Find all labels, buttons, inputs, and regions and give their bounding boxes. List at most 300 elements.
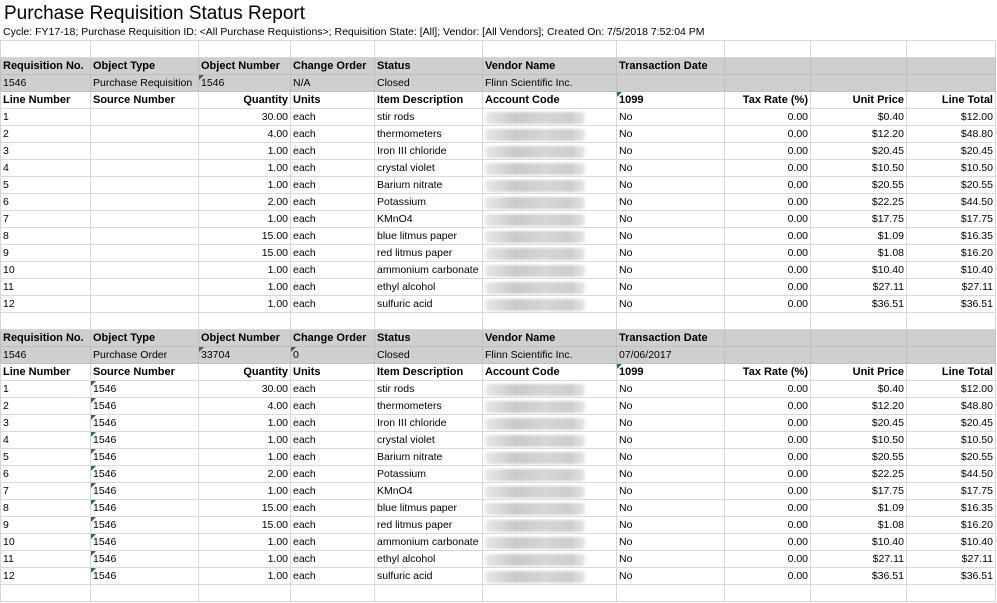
units-cell: each: [291, 415, 375, 432]
account-code-cell: [483, 262, 617, 279]
line-total-cell: $20.55: [907, 449, 996, 466]
redacted-account-code: [485, 503, 585, 515]
table-row: [1, 228, 996, 245]
header-label-cell: Transaction Date: [617, 58, 725, 75]
header-label-cell: Object Type: [91, 58, 199, 75]
column-header-cell: Account Code: [483, 92, 617, 109]
line-total-cell: $17.75: [907, 211, 996, 228]
item-description-cell: crystal violet: [375, 432, 483, 449]
source-number-cell: 1546: [91, 517, 199, 534]
empty-cell: [1, 313, 91, 330]
table-row: [1, 483, 996, 500]
section-info-row: [1, 347, 996, 364]
quantity-cell: 15.00: [199, 228, 291, 245]
unit-price-cell: $0.40: [811, 109, 907, 126]
column-header-cell: 1099: [617, 364, 725, 381]
header-label-cell: Object Number: [199, 58, 291, 75]
line-total-cell: $44.50: [907, 194, 996, 211]
empty-cell: [617, 313, 725, 330]
account-code-cell: [483, 143, 617, 160]
table-row: [1, 415, 996, 432]
line-total-cell: $48.80: [907, 126, 996, 143]
tax-rate-cell: 0.00: [725, 211, 811, 228]
tax-rate-cell: 0.00: [725, 143, 811, 160]
redacted-account-code: [485, 197, 585, 209]
item-description-cell: Iron III chloride: [375, 143, 483, 160]
redacted-account-code: [485, 452, 585, 464]
empty-cell: [375, 585, 483, 602]
header-label-cell: Vendor Name: [483, 58, 617, 75]
tax-rate-cell: 0.00: [725, 296, 811, 313]
line-total-cell: $16.20: [907, 245, 996, 262]
line-total-cell: $48.80: [907, 398, 996, 415]
unit-price-cell: $10.50: [811, 160, 907, 177]
line-number-cell: 12: [1, 568, 91, 585]
source-number-cell: [91, 245, 199, 262]
source-number-cell: 1546: [91, 398, 199, 415]
header-label-cell: Transaction Date: [617, 330, 725, 347]
header-label-cell: Vendor Name: [483, 330, 617, 347]
redacted-account-code: [485, 282, 585, 294]
item-description-cell: crystal violet: [375, 160, 483, 177]
item-description-cell: ethyl alcohol: [375, 279, 483, 296]
table-row: [1, 432, 996, 449]
form-1099-cell: No: [617, 466, 725, 483]
units-cell: each: [291, 109, 375, 126]
vendor-name-cell: Flinn Scientific Inc.: [483, 347, 617, 364]
item-description-cell: KMnO4: [375, 483, 483, 500]
units-cell: each: [291, 194, 375, 211]
units-cell: each: [291, 449, 375, 466]
header-label-cell: [811, 330, 907, 347]
unit-price-cell: $36.51: [811, 296, 907, 313]
unit-price-cell: $20.45: [811, 415, 907, 432]
quantity-cell: 1.00: [199, 432, 291, 449]
change-order-cell: 0: [291, 347, 375, 364]
item-description-cell: Potassium: [375, 194, 483, 211]
header-label-cell: Requisition No.: [1, 58, 91, 75]
table-row: [1, 245, 996, 262]
section-info-row: [1, 75, 996, 92]
unit-price-cell: $36.51: [811, 568, 907, 585]
form-1099-cell: No: [617, 517, 725, 534]
source-number-cell: [91, 160, 199, 177]
units-cell: each: [291, 211, 375, 228]
line-number-cell: 4: [1, 432, 91, 449]
quantity-cell: 1.00: [199, 177, 291, 194]
line-total-cell: $36.51: [907, 568, 996, 585]
item-description-cell: stir rods: [375, 381, 483, 398]
tax-rate-cell: 0.00: [725, 449, 811, 466]
tax-rate-cell: 0.00: [725, 432, 811, 449]
unit-price-cell: $12.20: [811, 126, 907, 143]
quantity-cell: 4.00: [199, 398, 291, 415]
units-cell: each: [291, 517, 375, 534]
line-number-cell: 2: [1, 126, 91, 143]
source-number-cell: 1546: [91, 534, 199, 551]
source-number-cell: [91, 177, 199, 194]
unit-price-cell: $20.55: [811, 177, 907, 194]
quantity-cell: 1.00: [199, 551, 291, 568]
table-row: [1, 551, 996, 568]
units-cell: each: [291, 126, 375, 143]
source-number-cell: 1546: [91, 466, 199, 483]
header-label-cell: Change Order: [291, 58, 375, 75]
object-number-cell: 1546: [199, 75, 291, 92]
empty-cell: [811, 75, 907, 92]
line-total-cell: $36.51: [907, 296, 996, 313]
line-total-cell: $27.11: [907, 551, 996, 568]
tax-rate-cell: 0.00: [725, 398, 811, 415]
column-header-row: [1, 92, 996, 109]
line-number-cell: 1: [1, 381, 91, 398]
tax-rate-cell: 0.00: [725, 109, 811, 126]
units-cell: each: [291, 160, 375, 177]
form-1099-cell: No: [617, 109, 725, 126]
quantity-cell: 1.00: [199, 160, 291, 177]
item-description-cell: blue litmus paper: [375, 228, 483, 245]
requisition-no-cell: 1546: [1, 347, 91, 364]
header-label-cell: Object Type: [91, 330, 199, 347]
units-cell: each: [291, 483, 375, 500]
line-total-cell: $10.50: [907, 160, 996, 177]
line-total-cell: $10.40: [907, 534, 996, 551]
source-number-cell: 1546: [91, 432, 199, 449]
form-1099-cell: No: [617, 143, 725, 160]
item-description-cell: sulfuric acid: [375, 568, 483, 585]
redacted-account-code: [485, 146, 585, 158]
quantity-cell: 30.00: [199, 381, 291, 398]
item-description-cell: thermometers: [375, 398, 483, 415]
line-number-cell: 3: [1, 143, 91, 160]
header-label-cell: [811, 58, 907, 75]
item-description-cell: ethyl alcohol: [375, 551, 483, 568]
transaction-date-cell: 07/06/2017: [617, 347, 725, 364]
line-total-cell: $44.50: [907, 466, 996, 483]
header-label-cell: [907, 330, 996, 347]
form-1099-cell: No: [617, 483, 725, 500]
form-1099-cell: No: [617, 211, 725, 228]
form-1099-cell: No: [617, 551, 725, 568]
tax-rate-cell: 0.00: [725, 551, 811, 568]
account-code-cell: [483, 279, 617, 296]
unit-price-cell: $1.09: [811, 500, 907, 517]
header-label-cell: Change Order: [291, 330, 375, 347]
column-header-cell: Line Total: [907, 92, 996, 109]
empty-cell: [811, 347, 907, 364]
unit-price-cell: $27.11: [811, 279, 907, 296]
table-row: [1, 211, 996, 228]
line-number-cell: 10: [1, 262, 91, 279]
quantity-cell: 1.00: [199, 296, 291, 313]
object-number-cell: 33704: [199, 347, 291, 364]
redacted-account-code: [485, 537, 585, 549]
table-row: [1, 381, 996, 398]
empty-cell: [291, 585, 375, 602]
requisition-no-cell: 1546: [1, 75, 91, 92]
line-number-cell: 2: [1, 398, 91, 415]
redacted-account-code: [485, 520, 585, 532]
empty-cell: [907, 313, 996, 330]
tax-rate-cell: 0.00: [725, 483, 811, 500]
quantity-cell: 15.00: [199, 245, 291, 262]
redacted-account-code: [485, 469, 585, 481]
source-number-cell: 1546: [91, 449, 199, 466]
units-cell: each: [291, 381, 375, 398]
object-type-cell: Purchase Requisition: [91, 75, 199, 92]
line-number-cell: 9: [1, 517, 91, 534]
tax-rate-cell: 0.00: [725, 381, 811, 398]
redacted-account-code: [485, 214, 585, 226]
item-description-cell: KMnO4: [375, 211, 483, 228]
unit-price-cell: $0.40: [811, 381, 907, 398]
quantity-cell: 4.00: [199, 126, 291, 143]
unit-price-cell: $1.09: [811, 228, 907, 245]
line-number-cell: 7: [1, 211, 91, 228]
table-row: [1, 194, 996, 211]
empty-cell: [199, 585, 291, 602]
unit-price-cell: $10.40: [811, 534, 907, 551]
account-code-cell: [483, 245, 617, 262]
units-cell: each: [291, 432, 375, 449]
tax-rate-cell: 0.00: [725, 160, 811, 177]
tax-rate-cell: 0.00: [725, 228, 811, 245]
table-row: [1, 534, 996, 551]
account-code-cell: [483, 109, 617, 126]
table-row: [1, 143, 996, 160]
unit-price-cell: $17.75: [811, 211, 907, 228]
line-number-cell: 3: [1, 415, 91, 432]
account-code-cell: [483, 398, 617, 415]
item-description-cell: stir rods: [375, 109, 483, 126]
quantity-cell: 1.00: [199, 449, 291, 466]
table-row: [1, 177, 996, 194]
empty-cell: [617, 585, 725, 602]
source-number-cell: 1546: [91, 568, 199, 585]
form-1099-cell: No: [617, 279, 725, 296]
section-header-row: [1, 330, 996, 347]
line-total-cell: $20.55: [907, 177, 996, 194]
redacted-account-code: [485, 163, 585, 175]
quantity-cell: 2.00: [199, 194, 291, 211]
line-total-cell: $16.35: [907, 500, 996, 517]
empty-cell: [725, 75, 811, 92]
column-header-cell: Units: [291, 92, 375, 109]
account-code-cell: [483, 296, 617, 313]
line-total-cell: $17.75: [907, 483, 996, 500]
unit-price-cell: $17.75: [811, 483, 907, 500]
empty-cell: [291, 313, 375, 330]
spacer-row: [1, 313, 996, 330]
form-1099-cell: No: [617, 194, 725, 211]
form-1099-cell: No: [617, 398, 725, 415]
form-1099-cell: No: [617, 415, 725, 432]
table-row: [1, 262, 996, 279]
account-code-cell: [483, 483, 617, 500]
form-1099-cell: No: [617, 126, 725, 143]
quantity-cell: 30.00: [199, 109, 291, 126]
line-total-cell: $16.20: [907, 517, 996, 534]
tax-rate-cell: 0.00: [725, 194, 811, 211]
form-1099-cell: No: [617, 534, 725, 551]
form-1099-cell: No: [617, 262, 725, 279]
line-number-cell: 8: [1, 500, 91, 517]
table-row: [1, 466, 996, 483]
tax-rate-cell: 0.00: [725, 500, 811, 517]
account-code-cell: [483, 228, 617, 245]
line-number-cell: 6: [1, 194, 91, 211]
unit-price-cell: $20.45: [811, 143, 907, 160]
item-description-cell: red litmus paper: [375, 245, 483, 262]
column-header-cell: Item Description: [375, 364, 483, 381]
unit-price-cell: $1.08: [811, 517, 907, 534]
account-code-cell: [483, 177, 617, 194]
source-number-cell: [91, 279, 199, 296]
form-1099-cell: No: [617, 568, 725, 585]
line-total-cell: $20.45: [907, 415, 996, 432]
empty-cell: [811, 313, 907, 330]
line-total-cell: $27.11: [907, 279, 996, 296]
tax-rate-cell: 0.00: [725, 415, 811, 432]
section-header-row: [1, 58, 996, 75]
units-cell: each: [291, 262, 375, 279]
tax-rate-cell: 0.00: [725, 534, 811, 551]
table-row: [1, 500, 996, 517]
report-body: [1, 41, 996, 602]
report-table: [0, 40, 996, 602]
object-type-cell: Purchase Order: [91, 347, 199, 364]
source-number-cell: 1546: [91, 381, 199, 398]
column-header-cell: Source Number: [91, 364, 199, 381]
units-cell: each: [291, 500, 375, 517]
source-number-cell: [91, 296, 199, 313]
redacted-account-code: [485, 299, 585, 311]
item-description-cell: ammonium carbonate: [375, 262, 483, 279]
units-cell: each: [291, 398, 375, 415]
units-cell: each: [291, 245, 375, 262]
unit-price-cell: $1.08: [811, 245, 907, 262]
empty-cell: [91, 313, 199, 330]
tax-rate-cell: 0.00: [725, 517, 811, 534]
spacer-row: [1, 41, 996, 58]
source-number-cell: [91, 126, 199, 143]
line-total-cell: $10.40: [907, 262, 996, 279]
column-header-row: [1, 364, 996, 381]
header-label-cell: Status: [375, 58, 483, 75]
units-cell: each: [291, 568, 375, 585]
unit-price-cell: $10.40: [811, 262, 907, 279]
empty-cell: [725, 313, 811, 330]
status-cell: Closed: [375, 347, 483, 364]
redacted-account-code: [485, 571, 585, 583]
item-description-cell: Iron III chloride: [375, 415, 483, 432]
item-description-cell: sulfuric acid: [375, 296, 483, 313]
quantity-cell: 1.00: [199, 262, 291, 279]
quantity-cell: 1.00: [199, 534, 291, 551]
form-1099-cell: No: [617, 177, 725, 194]
source-number-cell: 1546: [91, 500, 199, 517]
table-row: [1, 279, 996, 296]
column-header-cell: Unit Price: [811, 364, 907, 381]
unit-price-cell: $22.25: [811, 194, 907, 211]
form-1099-cell: No: [617, 381, 725, 398]
redacted-account-code: [485, 554, 585, 566]
line-number-cell: 4: [1, 160, 91, 177]
item-description-cell: ammonium carbonate: [375, 534, 483, 551]
account-code-cell: [483, 534, 617, 551]
tax-rate-cell: 0.00: [725, 466, 811, 483]
line-number-cell: 5: [1, 449, 91, 466]
vendor-name-cell: Flinn Scientific Inc.: [483, 75, 617, 92]
line-total-cell: $12.00: [907, 109, 996, 126]
form-1099-cell: No: [617, 432, 725, 449]
header-label-cell: [725, 330, 811, 347]
unit-price-cell: $22.25: [811, 466, 907, 483]
column-header-cell: Line Number: [1, 364, 91, 381]
source-number-cell: [91, 143, 199, 160]
empty-cell: [811, 585, 907, 602]
report-subtitle: Cycle: FY17-18; Purchase Requisition ID: <All Purchase Requistions>; Requisition State: [All]; Vendor: [All Vendors]; Created On: 7/5/2018 7:52:04 PM: [3, 26, 705, 38]
units-cell: each: [291, 228, 375, 245]
unit-price-cell: $10.50: [811, 432, 907, 449]
line-number-cell: 9: [1, 245, 91, 262]
form-1099-cell: No: [617, 160, 725, 177]
quantity-cell: 1.00: [199, 211, 291, 228]
table-row: [1, 126, 996, 143]
item-description-cell: thermometers: [375, 126, 483, 143]
tax-rate-cell: 0.00: [725, 262, 811, 279]
status-cell: Closed: [375, 75, 483, 92]
account-code-cell: [483, 466, 617, 483]
account-code-cell: [483, 194, 617, 211]
units-cell: each: [291, 177, 375, 194]
form-1099-cell: No: [617, 296, 725, 313]
line-number-cell: 11: [1, 279, 91, 296]
redacted-account-code: [485, 435, 585, 447]
units-cell: each: [291, 534, 375, 551]
column-header-cell: Quantity: [199, 364, 291, 381]
empty-cell: [725, 347, 811, 364]
redacted-account-code: [485, 486, 585, 498]
table-row: [1, 398, 996, 415]
units-cell: each: [291, 551, 375, 568]
units-cell: each: [291, 296, 375, 313]
empty-cell: [375, 313, 483, 330]
column-header-cell: Units: [291, 364, 375, 381]
source-number-cell: [91, 211, 199, 228]
table-row: [1, 160, 996, 177]
line-number-cell: 8: [1, 228, 91, 245]
account-code-cell: [483, 551, 617, 568]
transaction-date-cell: [617, 75, 725, 92]
redacted-account-code: [485, 384, 585, 396]
table-row: [1, 517, 996, 534]
line-number-cell: 5: [1, 177, 91, 194]
quantity-cell: 1.00: [199, 568, 291, 585]
header-label-cell: [725, 58, 811, 75]
quantity-cell: 1.00: [199, 415, 291, 432]
empty-cell: [1, 585, 91, 602]
account-code-cell: [483, 415, 617, 432]
line-total-cell: $10.50: [907, 432, 996, 449]
header-label-cell: Requisition No.: [1, 330, 91, 347]
redacted-account-code: [485, 265, 585, 277]
empty-cell: [907, 585, 996, 602]
line-number-cell: 12: [1, 296, 91, 313]
item-description-cell: Barium nitrate: [375, 177, 483, 194]
line-total-cell: $16.35: [907, 228, 996, 245]
form-1099-cell: No: [617, 449, 725, 466]
